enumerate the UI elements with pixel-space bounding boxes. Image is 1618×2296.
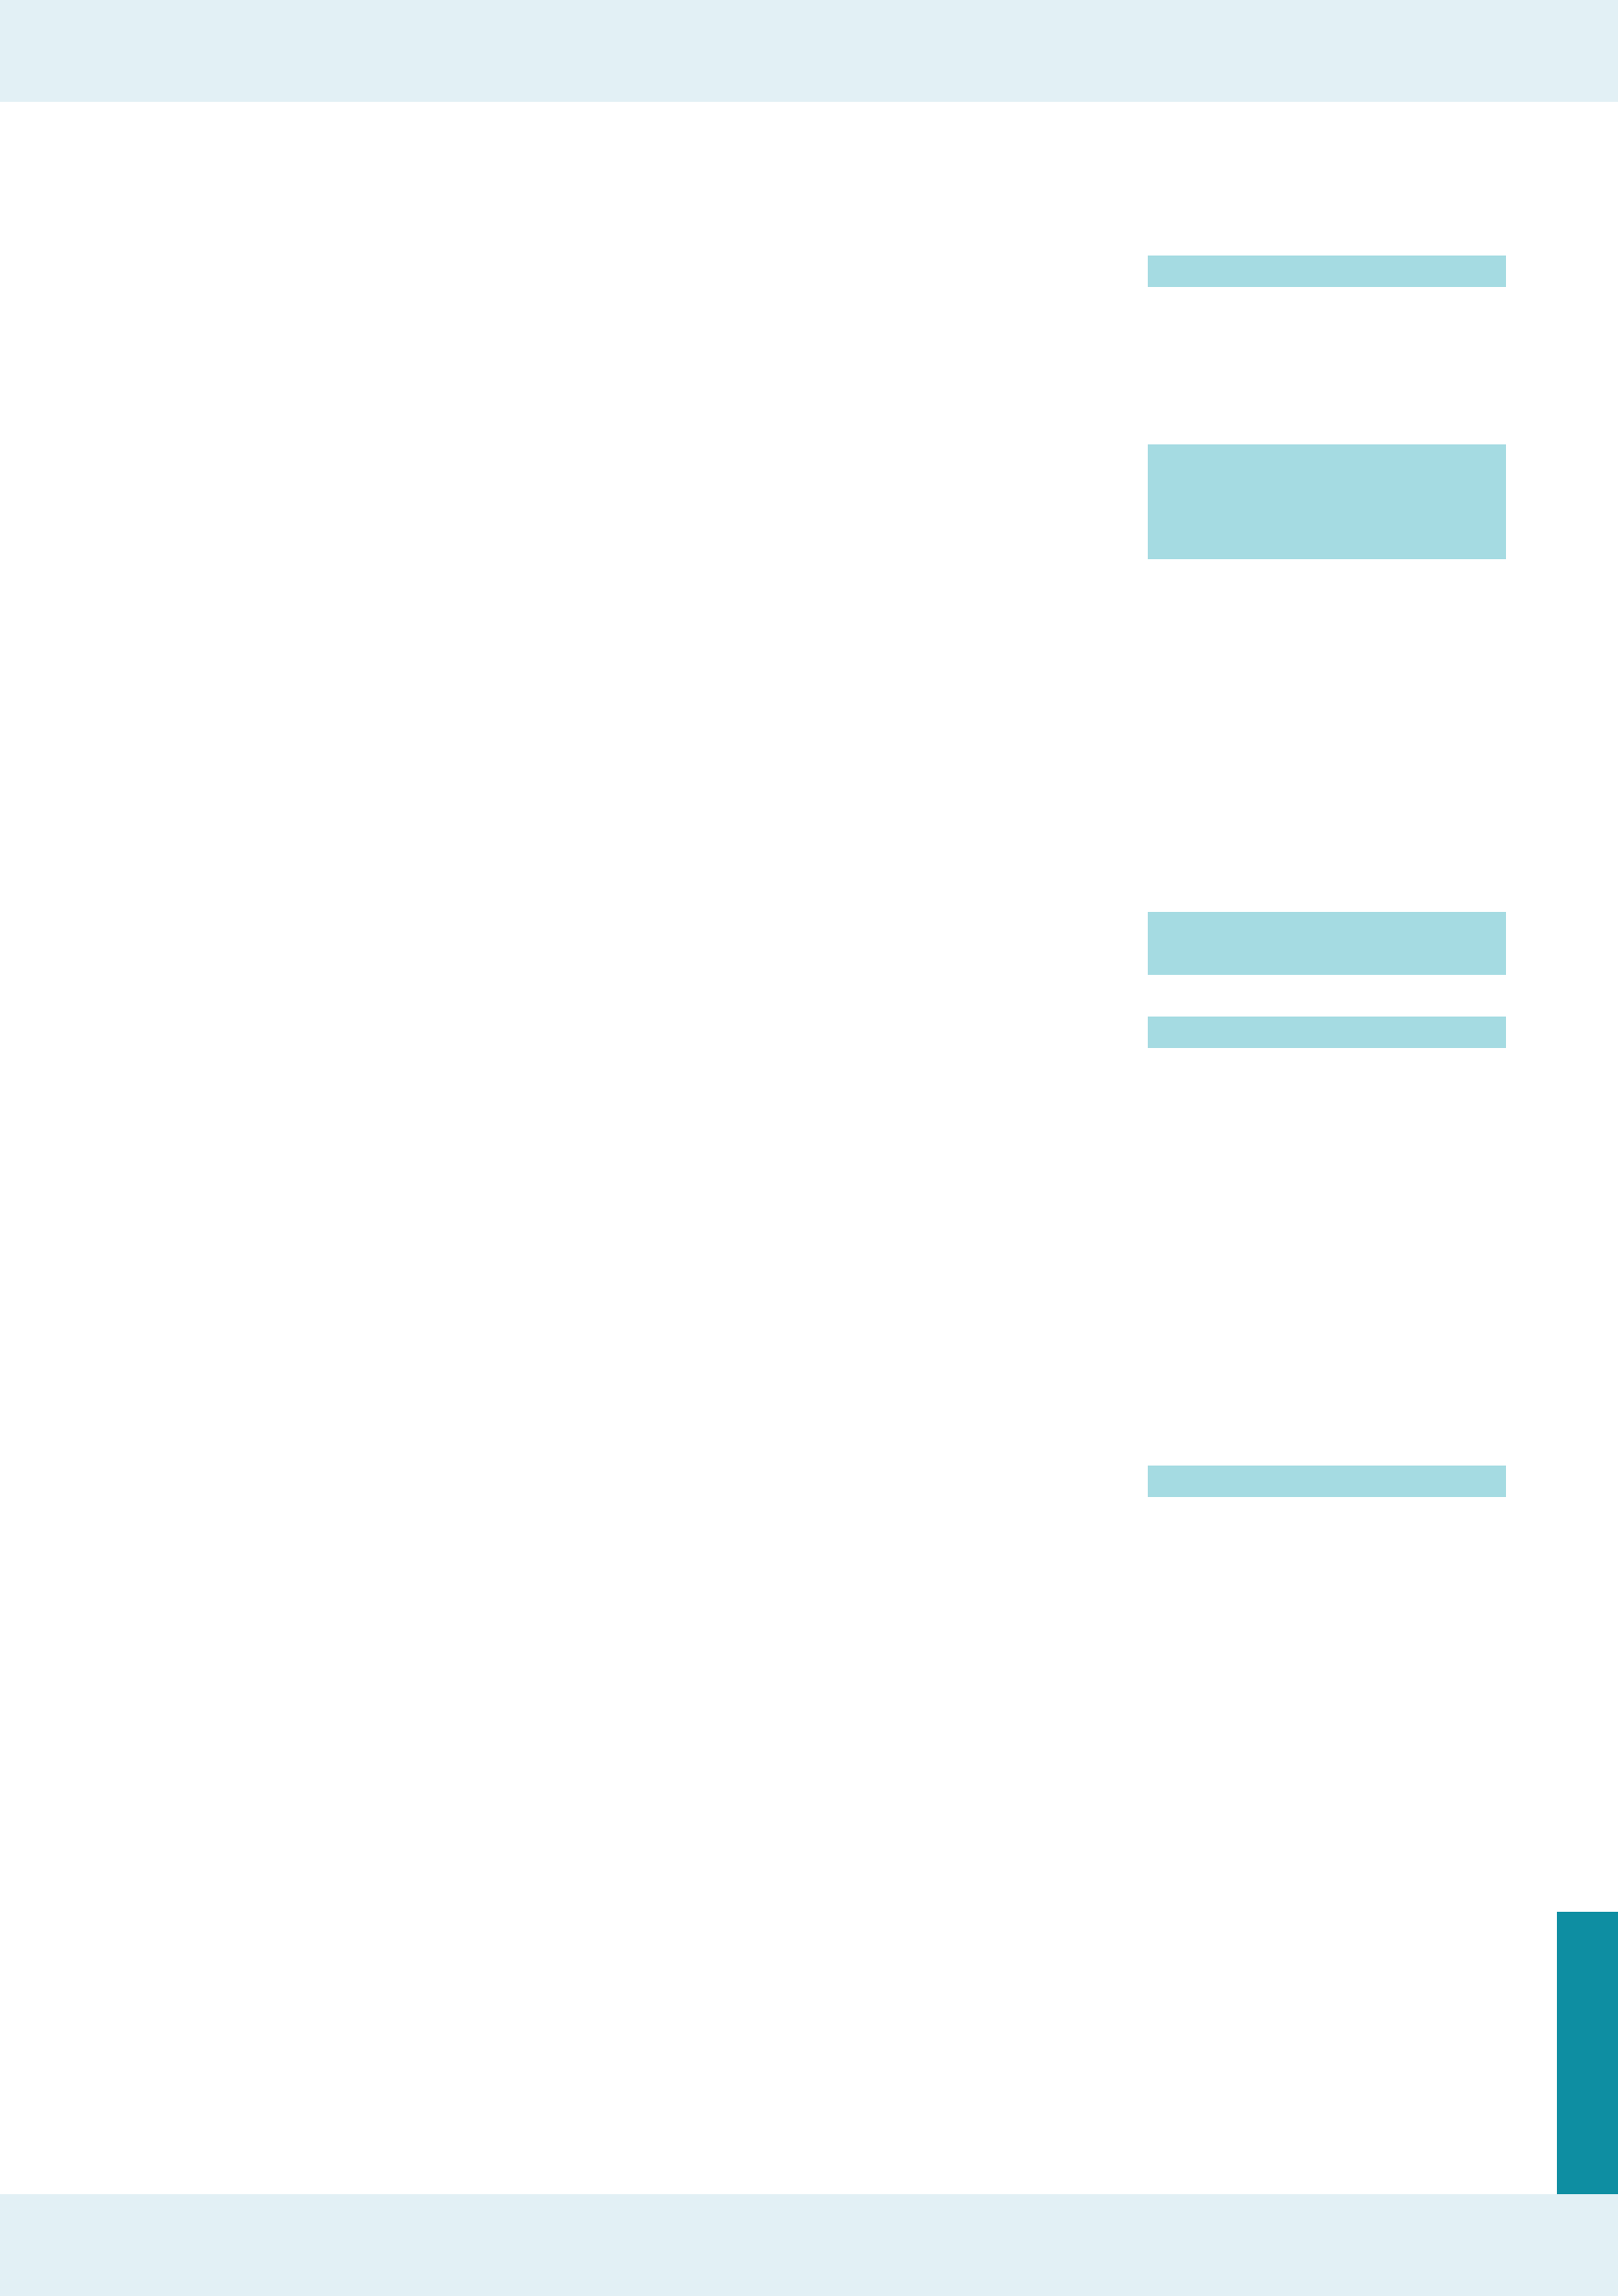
sidenote-q4-apologetic bbox=[1148, 1466, 1506, 1497]
sidenote-q1 bbox=[1148, 256, 1506, 287]
page-header-band bbox=[0, 0, 1618, 102]
main-content bbox=[267, 120, 1137, 218]
page-footer-band bbox=[0, 2194, 1618, 2296]
sidenote-q2 bbox=[1148, 444, 1506, 559]
sidenote-q4-messenger bbox=[1148, 1017, 1506, 1048]
sidenote-q3 bbox=[1148, 912, 1506, 975]
chapter-thumb-tab bbox=[1557, 1912, 1618, 2208]
